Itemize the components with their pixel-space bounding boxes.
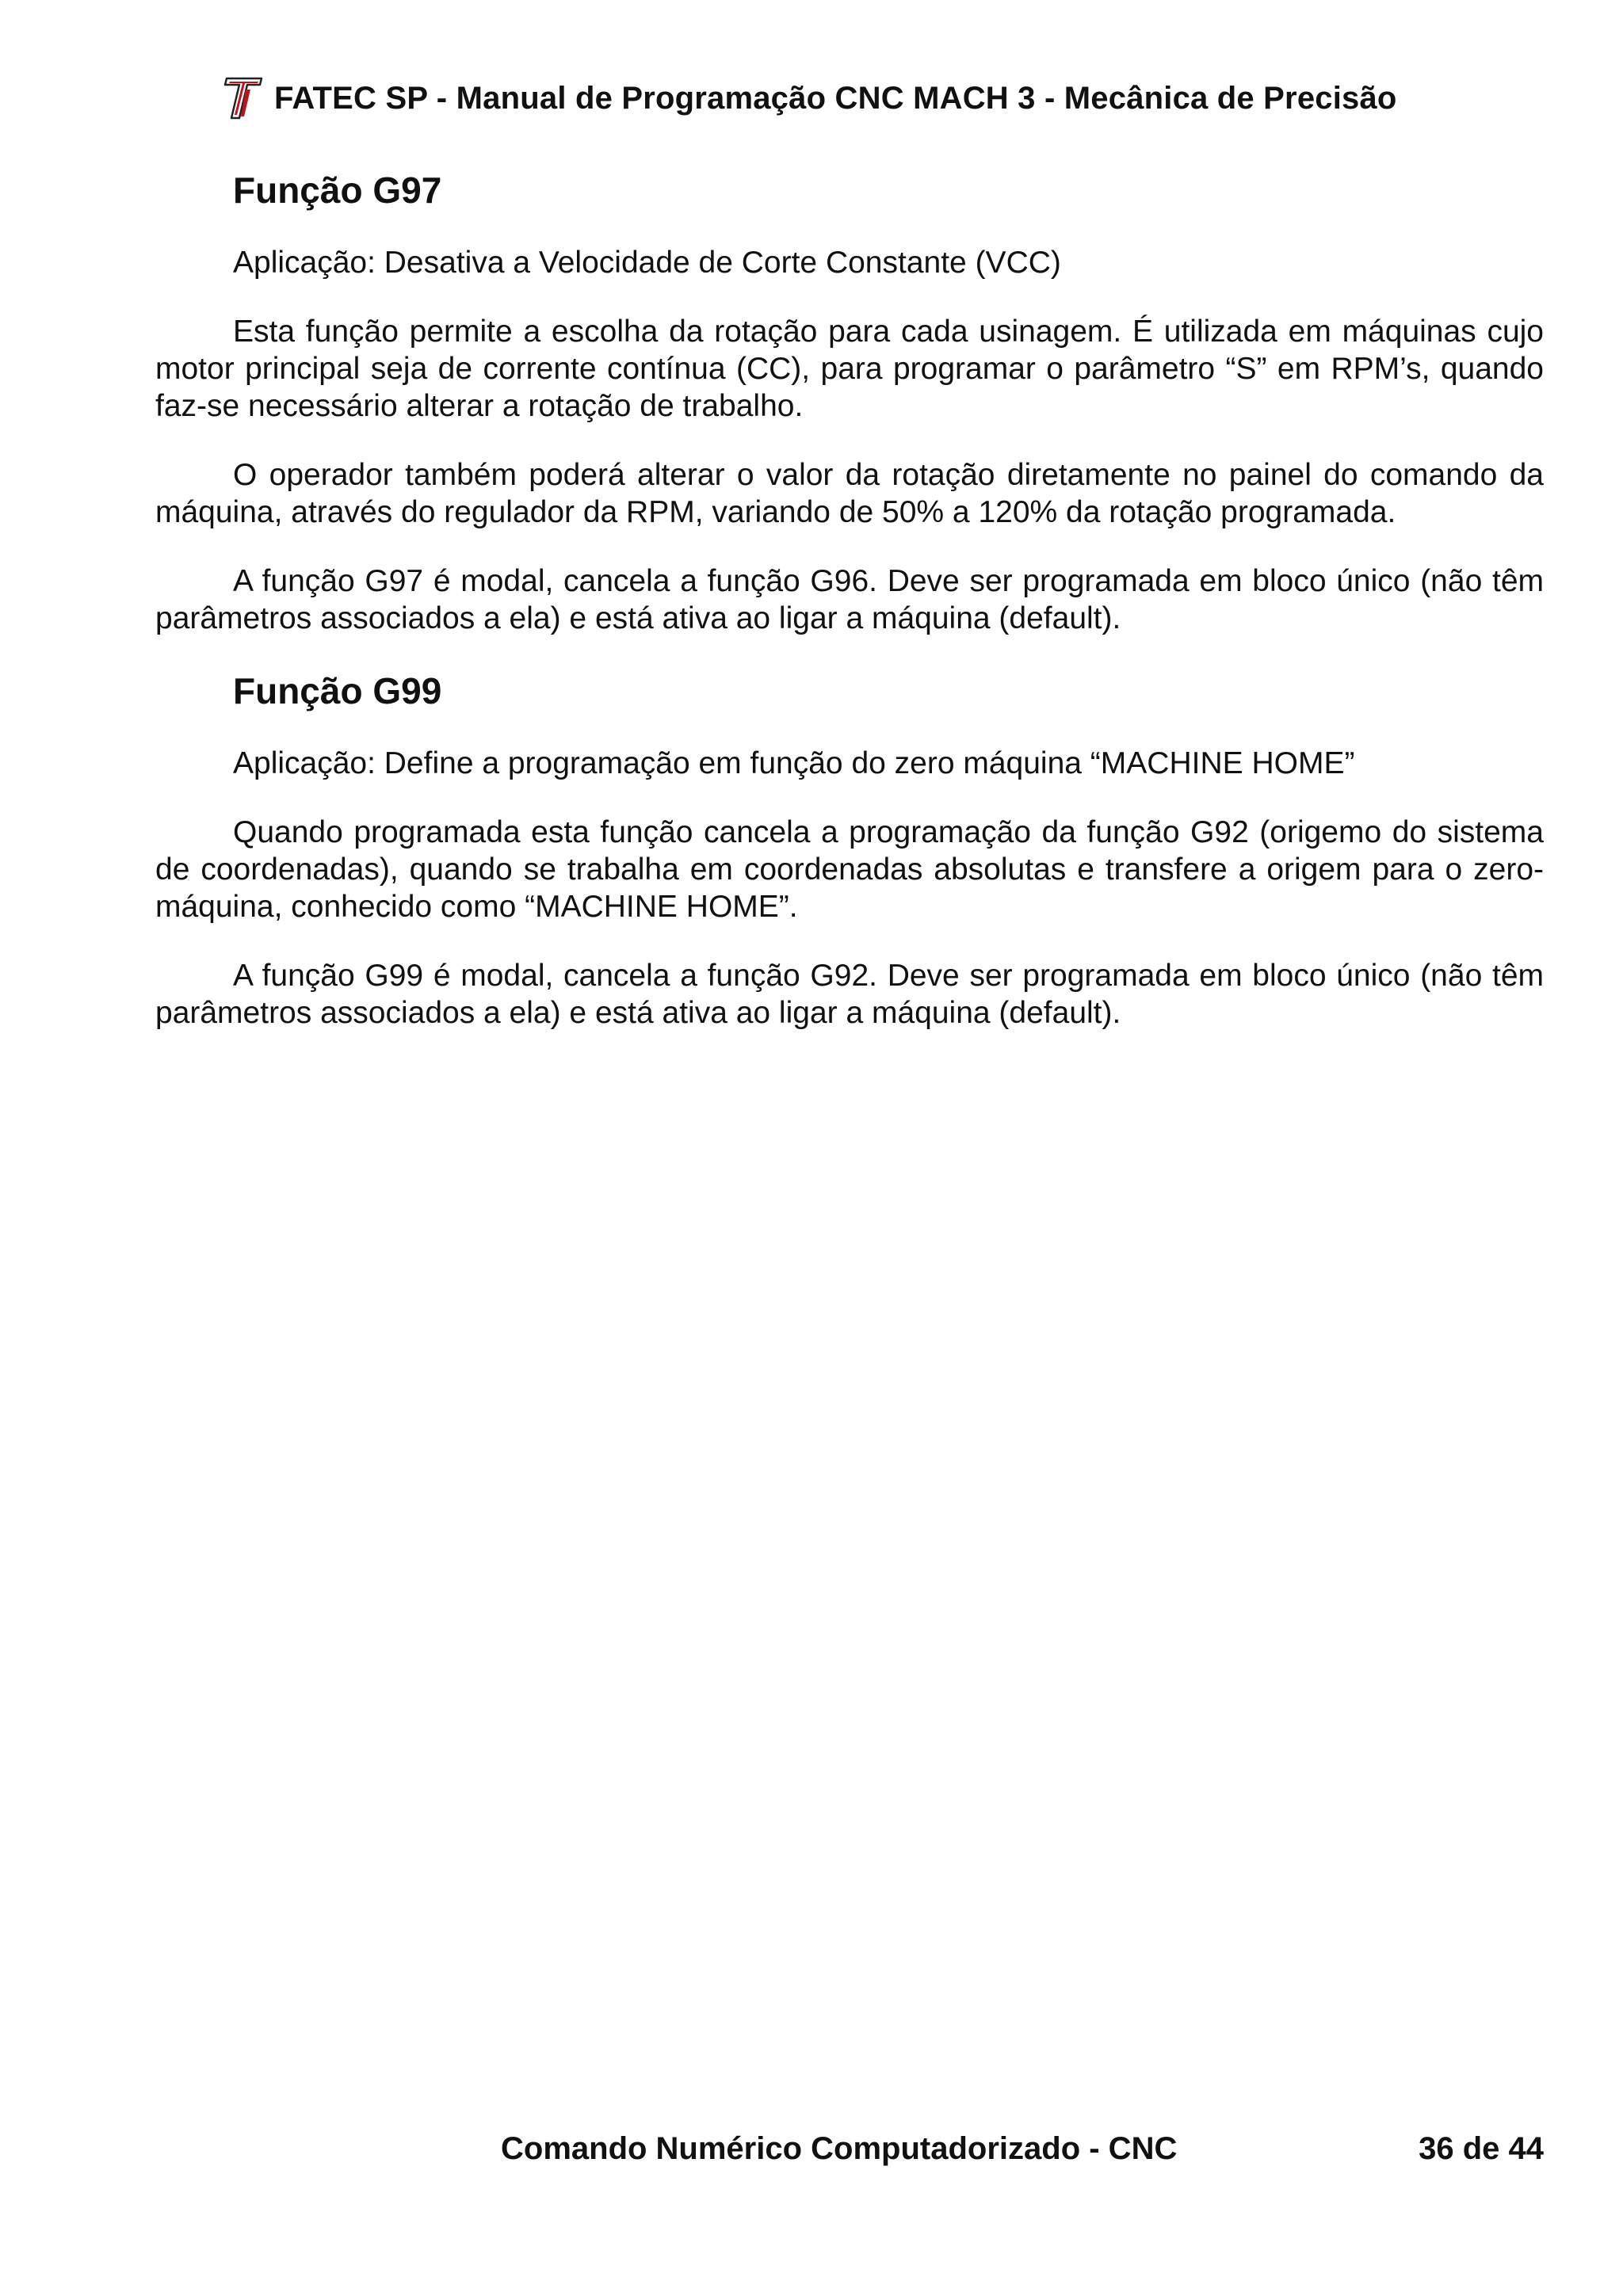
- application-paragraph: Aplicação: Desativa a Velocidade de Corte Constante (VCC): [233, 246, 1061, 280]
- body-paragraph: A função G99 é modal, cancela a função G92. Deve ser programada em bloco único (não têm parâmetros associados a ela) e está ativa ao ligar a máquina (default).: [155, 959, 1544, 1030]
- header-title: FATEC SP - Manual de Programação CNC MACH 3 - Mecânica de Precisão: [274, 80, 1397, 116]
- body-paragraph: A função G97 é modal, cancela a função G96. Deve ser programada em bloco único (não têm parâmetros associados a ela) e está ativa ao ligar a máquina (default).: [155, 564, 1544, 635]
- fatec-logo-icon: [222, 74, 266, 123]
- main-content: [155, 166, 1544, 1032]
- page-header: [222, 73, 1397, 124]
- page-footer: [0, 2131, 1623, 2179]
- section-title: Função G99: [233, 670, 442, 711]
- section-title: Função G97: [233, 170, 442, 211]
- section-g99: [155, 667, 1544, 1032]
- application-paragraph: Aplicação: Define a programação em função do zero máquina “MACHINE HOME”: [233, 746, 1355, 780]
- body-paragraph: Quando programada esta função cancela a programação da função G92 (origemo do sistema de coordenadas), quando se trabalha em coordenadas absolutas e transfere a origem para o zero-máquina, conhecido como “MACHINE HOME”.: [155, 815, 1544, 924]
- body-paragraph: Esta função permite a escolha da rotação para cada usinagem. É utilizada em máquinas cujo motor principal seja de corrente contínua (CC), para programar o parâmetro “S” em RPM’s, quando faz-se necessário alterar a rotação de trabalho.: [155, 315, 1544, 423]
- footer-title: Comando Numérico Computadorizado - CNC: [501, 2131, 1178, 2166]
- section-g97: [155, 166, 1544, 637]
- page-number: 36 de 44: [1419, 2131, 1544, 2166]
- body-paragraph: O operador também poderá alterar o valor da rotação diretamente no painel do comando da máquina, através do regulador da RPM, variando de 50% a 120% da rotação programada.: [155, 458, 1544, 529]
